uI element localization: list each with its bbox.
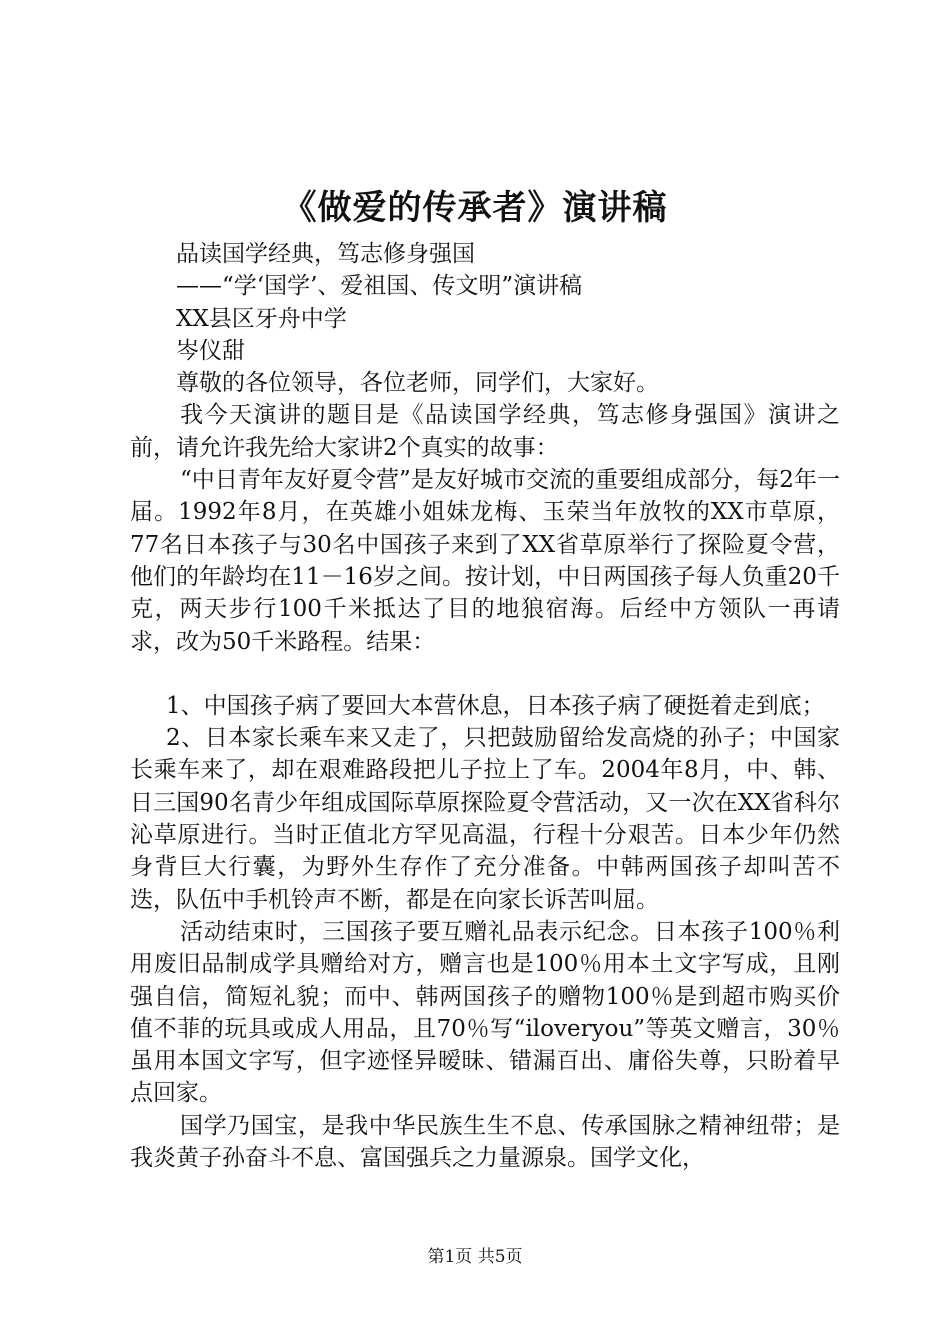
document-body [130,238,840,1174]
subtitle-line: 品读国学经典，笃志修身强国 [176,241,475,267]
page-footer: 第1页 共5页 [427,1247,523,1267]
body-paragraph: 活动结束时，三国孩子要互赠礼品表示纪念。日本孩子100％利用废旧品制成学具赠给对方，赠言也是100％用本土文字写成，且刚强自信，简短礼貌；而中、韩两国孩子的赠物100％是到超市购买价值不菲的玩具或成人用品，且70％写“iloveryou”等英文赠言，30％虽用本国文字写，但字迹怪异暧昧、错漏百出、庸俗失尊，只盼着早点回家。 [130,918,840,1107]
subtitle-line: ——“学‘国学’、爱祖国、传文明”演讲稿 [176,273,583,300]
body-paragraph: 1、中国孩子病了要回大本营休息，日本孩子病了硬挺着走到底； [166,692,825,719]
school-line: XX县区牙舟中学 [176,305,347,332]
author-line: 岑仪甜 [176,337,245,364]
paragraph-gap [130,658,840,690]
body-paragraph: 国学乃国宝，是我中华民族生生不息、传承国脉之精神纽带；是我炎黄子孙奋斗不息、富国强兵之力量源泉。国学文化， [130,1112,840,1172]
body-paragraph: 2、日本家长乘车来又走了，只把鼓励留给发高烧的孙子；中国家长乘车来了，却在艰难路段把儿子拉上了车。2004年8月，中、韩、日三国90名青少年组成国际草原探险夏令营活动，又一次在XX省科尔沁草原进行。当时正值北方罕见高温，行程十分艰苦。日本少年仍然身背巨大行囊，为野外生存作了充分准备。中韩两国孩子却叫苦不迭，队伍中手机铃声不断，都是在向家长诉苦叫屈。 [130,725,840,913]
greeting-line: 尊敬的各位领导，各位老师，同学们，大家好。 [176,370,659,397]
body-paragraph: “中日青年友好夏令营”是友好城市交流的重要组成部分，每2年一届。1992年8月，在英雄小姐妹龙梅、玉荣当年放牧的XX市草原，77名日本孩子与30名中国孩子来到了XX省草原举行了探险夏令营，他们的年龄均在11－16岁之间。按计划，中日两国孩子每人负重20千克，两天步行100千米抵达了目的地狼宿海。后经中方领队一再请求，改为50千米路程。结果： [130,467,840,655]
document-title: 《做爱的传承者》演讲稿 [282,188,668,228]
body-paragraph: 我今天演讲的题目是《品读国学经典，笃志修身强国》演讲之前，请允许我先给大家讲2个真实的故事： [130,402,840,461]
